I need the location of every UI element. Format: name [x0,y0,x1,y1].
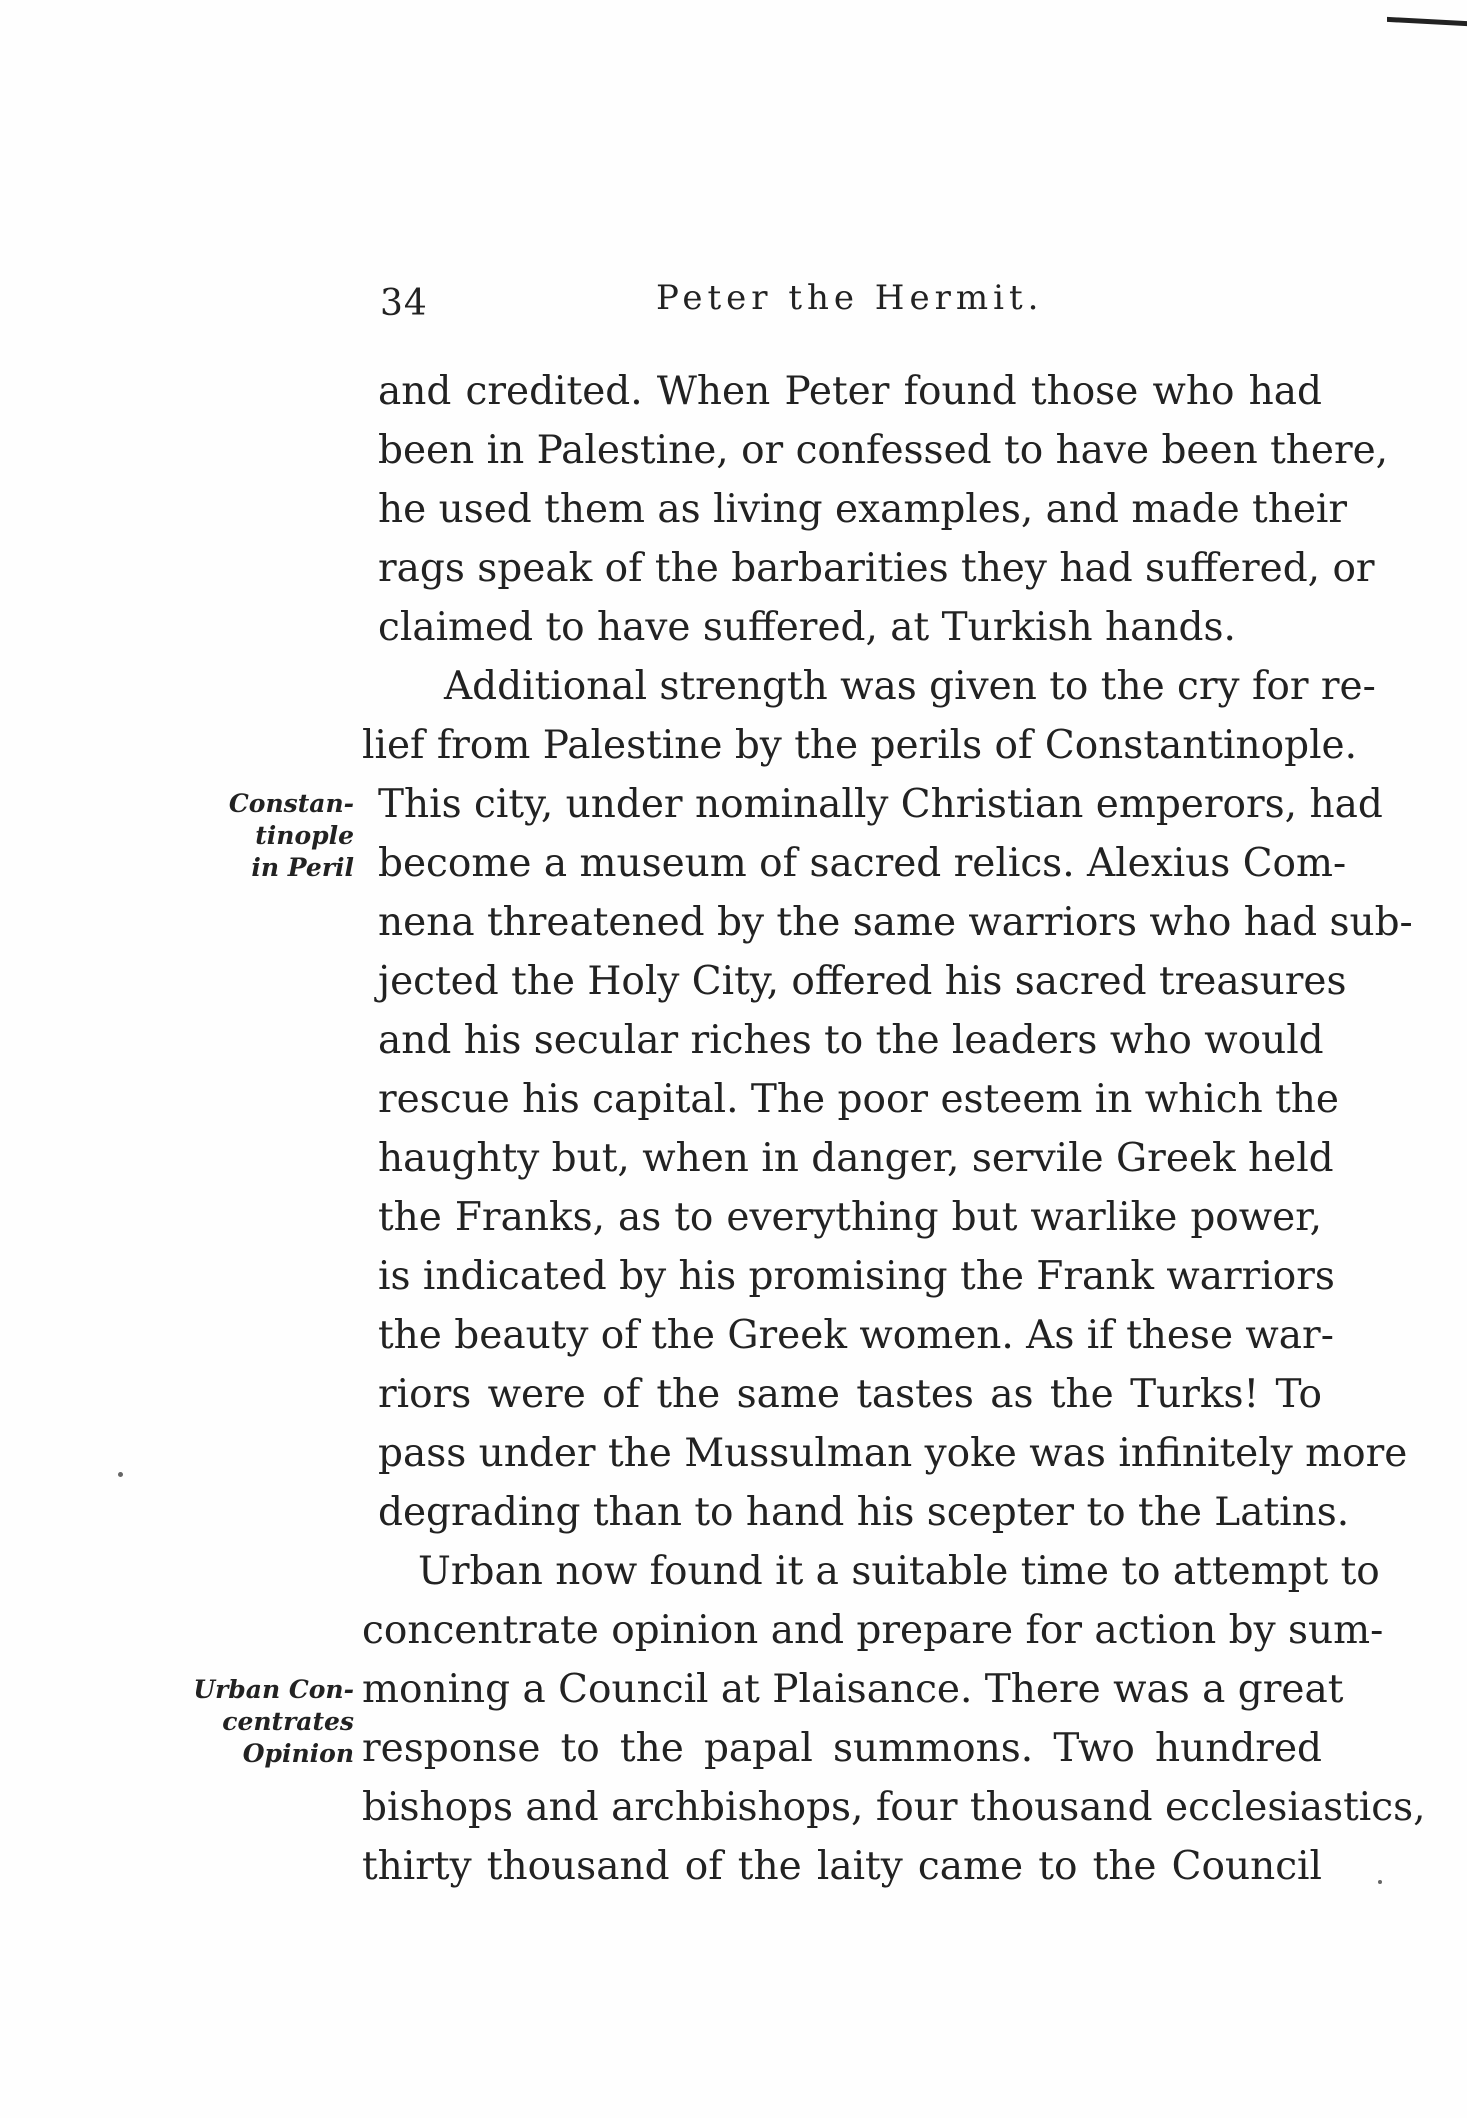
body-line: and credited. When Peter found those who had [378,369,1322,414]
body-line: pass under the Mussulman yoke was infinitely more [378,1431,1408,1476]
body-line: the Franks, as to everything but warlike power, [378,1195,1322,1240]
body-line: This city, under nominally Christian emperors, had [378,782,1383,827]
body-line: the beauty of the Greek women. As if these war- [378,1313,1334,1358]
body-line: Urban now found it a suitable time to attempt to [418,1549,1380,1594]
body-line: rescue his capital. The poor esteem in which the [378,1077,1339,1122]
body-line: jected the Holy City, offered his sacred treasures [378,959,1347,1004]
body-line: claimed to have suffered, at Turkish hands. [378,605,1236,650]
body-line: he used them as living examples, and made their [378,487,1348,532]
body-line: bishops and archbishops, four thousand ecclesiastics, [362,1785,1426,1830]
sidenote-line: centrates [222,1707,354,1736]
body-line: been in Palestine, or confessed to have been there, [378,428,1389,473]
body-line: thirty thousand of the laity came to the Council [362,1844,1322,1889]
body-line: rags speak of the barbarities they had suffered, or [378,546,1375,591]
running-title: Peter the Hermit. [656,278,1044,318]
body-line: nena threatened by the same warriors who had sub- [378,900,1413,945]
page-number: 34 [380,283,428,324]
body-line: concentrate opinion and prepare for action by sum- [362,1608,1384,1653]
body-line: response to the papal summons. Two hundred [362,1726,1322,1771]
body-line: become a museum of sacred relics. Alexius Com- [378,841,1347,886]
sidenote-line: in Peril [251,853,354,882]
sidenote-line: Constan- [228,789,354,818]
scan-edge-mark [1387,17,1467,26]
sidenote-line: Urban Con- [193,1675,354,1704]
body-line: riors were of the same tastes as the Turks! To [378,1372,1322,1417]
body-line: is indicated by his promising the Frank warriors [378,1254,1335,1299]
body-line: lief from Palestine by the perils of Constantinople. [362,723,1358,768]
sidenote-line: Opinion [242,1739,354,1768]
scan-speck [118,1472,123,1477]
sidenote-line: tinople [255,821,354,850]
body-line: degrading than to hand his scepter to the Latins. [378,1490,1350,1535]
scan-speck [1378,1880,1382,1884]
body-line: and his secular riches to the leaders who would [378,1018,1324,1063]
body-line: moning a Council at Plaisance. There was a great [362,1667,1344,1712]
body-line: haughty but, when in danger, servile Greek held [378,1136,1334,1181]
body-line: Additional strength was given to the cry for re- [444,664,1376,709]
